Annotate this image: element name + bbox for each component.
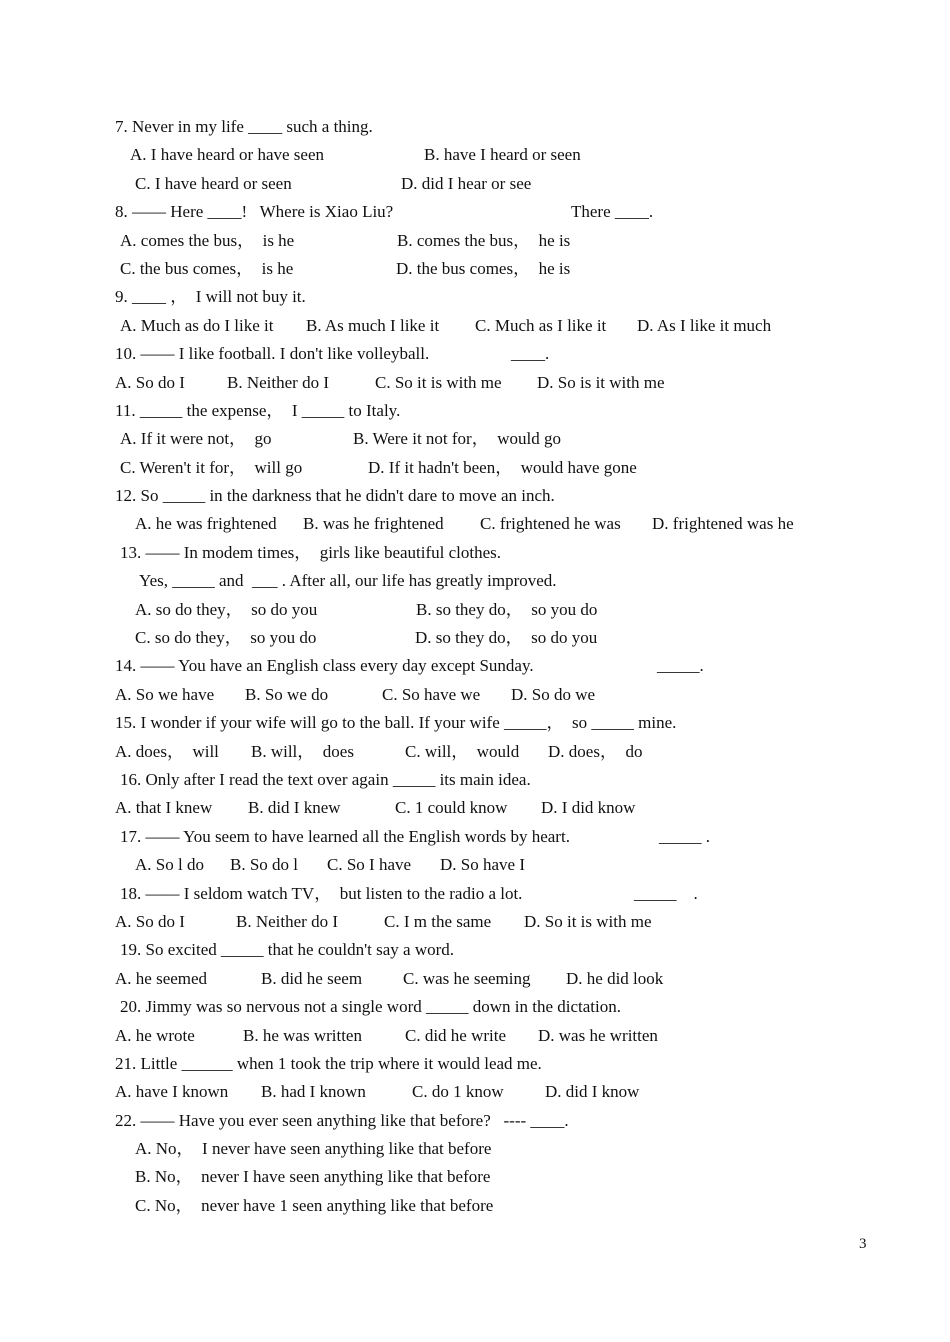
option-text: B. Neither do I <box>236 911 338 931</box>
option-text: _____. <box>657 656 704 676</box>
text-line <box>0 1022 950 1050</box>
option-text: _____ . <box>634 883 698 903</box>
line-text: 22. —— Have you ever seen anything like that before? ---- ____. <box>115 1110 569 1130</box>
option-text: C. Much as I like it <box>475 315 607 335</box>
option-text: B. As much I like it <box>306 315 440 335</box>
text-line <box>0 141 950 169</box>
line-text: 15. I wonder if your wife will go to the ball. If your wife _____， so _____ mine. <box>115 713 677 733</box>
text-line <box>0 1192 950 1220</box>
text-line <box>0 198 950 226</box>
line-text: A. he wrote <box>115 1025 195 1045</box>
line-text: A. So do I <box>115 911 185 931</box>
option-text: C. did he write <box>405 1025 507 1045</box>
text-line <box>0 312 950 340</box>
text-line <box>0 283 950 311</box>
text-line <box>0 340 950 368</box>
line-text: A. have I known <box>115 1082 229 1102</box>
option-text: D. does， do <box>548 741 643 761</box>
line-text: A. so do they， so do you <box>135 599 318 619</box>
line-text: A. comes the bus， is he <box>120 230 295 250</box>
text-line <box>0 425 950 453</box>
line-text: 8. —— Here ____! Where is Xiao Liu? <box>115 202 394 222</box>
line-text: A. he seemed <box>115 968 208 988</box>
line-text: 21. Little ______ when 1 took the trip where it would lead me. <box>115 1053 542 1073</box>
text-line <box>0 965 950 993</box>
line-text: C. Weren't it for， will go <box>120 457 303 477</box>
text-line <box>0 1135 950 1163</box>
line-text: C. the bus comes， is he <box>120 258 294 278</box>
text-line <box>0 170 950 198</box>
option-text: D. was he written <box>538 1025 658 1045</box>
question-list <box>0 113 950 1220</box>
option-text: D. he did look <box>566 968 664 988</box>
line-text: 13. —— In modem times， girls like beautiful clothes. <box>120 542 502 562</box>
text-line <box>0 1163 950 1191</box>
line-text: A. So we have <box>115 684 215 704</box>
line-text: 11. _____ the expense， I _____ to Italy. <box>115 400 401 420</box>
text-line <box>0 880 950 908</box>
line-text: 18. —— I seldom watch TV， but listen to the radio a lot. <box>120 883 523 903</box>
option-text: B. he was written <box>243 1025 362 1045</box>
option-text: C. So I have <box>327 855 412 875</box>
line-text: 16. Only after I read the text over again _____ its main idea. <box>120 769 531 789</box>
text-line <box>0 397 950 425</box>
option-text: B. have I heard or seen <box>424 145 581 165</box>
option-text: _____ . <box>659 826 710 846</box>
text-line <box>0 227 950 255</box>
text-line <box>0 113 950 141</box>
text-line <box>0 652 950 680</box>
option-text: D. If it hadn't been， would have gone <box>368 457 637 477</box>
text-line <box>0 709 950 737</box>
option-text: B. comes the bus， he is <box>397 230 571 250</box>
line-text: A. So l do <box>135 855 204 875</box>
text-line <box>0 624 950 652</box>
line-text: C. No， never have 1 seen anything like that before <box>135 1195 494 1215</box>
option-text: B. so they do， so you do <box>416 599 598 619</box>
option-text: ____. <box>511 344 550 364</box>
line-text: 9. ____ ， I will not buy it. <box>115 287 306 307</box>
line-text: A. Much as do I like it <box>120 315 274 335</box>
option-text: D. frightened was he <box>652 514 794 534</box>
option-text: B. had I known <box>261 1082 366 1102</box>
text-line <box>0 738 950 766</box>
option-text: C. I m the same <box>384 911 492 931</box>
option-text: D. the bus comes， he is <box>396 258 571 278</box>
line-text: A. So do I <box>115 372 185 392</box>
option-text: B. Were it not for， would go <box>353 429 561 449</box>
line-text: A. I have heard or have seen <box>130 145 324 165</box>
option-text: B. did he seem <box>261 968 363 988</box>
line-text: 19. So excited _____ that he couldn't say a word. <box>120 940 455 960</box>
text-line <box>0 993 950 1021</box>
option-text: C. frightened he was <box>480 514 621 534</box>
text-line <box>0 823 950 851</box>
text-line <box>0 851 950 879</box>
option-text: C. do 1 know <box>412 1082 504 1102</box>
option-text: C. will， would <box>405 741 520 761</box>
option-text: B. was he frightened <box>303 514 444 534</box>
page-number: 3 <box>859 1236 867 1252</box>
line-text: 20. Jimmy was so nervous not a single word _____ down in the dictation. <box>120 997 621 1017</box>
text-line <box>0 908 950 936</box>
option-text: B. So do l <box>230 855 299 875</box>
option-text: D. did I hear or see <box>401 173 532 193</box>
text-line <box>0 766 950 794</box>
line-text: A. that I knew <box>115 798 213 818</box>
option-text: D. did I know <box>545 1082 640 1102</box>
line-text: 10. —— I like football. I don't like volleyball. <box>115 344 430 364</box>
option-text: There ____. <box>571 202 654 222</box>
text-line <box>0 1050 950 1078</box>
line-text: B. No， never I have seen anything like that before <box>135 1167 491 1187</box>
text-line <box>0 510 950 538</box>
line-text: A. No， I never have seen anything like that before <box>135 1139 492 1159</box>
option-text: B. will， does <box>251 741 354 761</box>
option-text: C. was he seeming <box>403 968 531 988</box>
line-text: 17. —— You seem to have learned all the English words by heart. <box>120 826 570 846</box>
text-line <box>0 596 950 624</box>
text-line <box>0 794 950 822</box>
option-text: C. So have we <box>382 684 481 704</box>
option-text: D. I did know <box>541 798 636 818</box>
text-line <box>0 1078 950 1106</box>
line-text: Yes, _____ and ___ . After all, our life has greatly improved. <box>139 571 557 591</box>
text-line <box>0 1107 950 1135</box>
option-text: C. 1 could know <box>395 798 508 818</box>
option-text: B. So we do <box>245 684 329 704</box>
text-line <box>0 369 950 397</box>
text-line <box>0 936 950 964</box>
line-text: A. does， will <box>115 741 219 761</box>
line-text: C. so do they， so you do <box>135 628 317 648</box>
text-line <box>0 255 950 283</box>
text-line <box>0 482 950 510</box>
line-text: A. If it were not， go <box>120 429 272 449</box>
line-text: C. I have heard or seen <box>135 173 292 193</box>
text-line <box>0 539 950 567</box>
option-text: D. so they do， so do you <box>415 628 598 648</box>
text-line <box>0 454 950 482</box>
option-text: C. So it is with me <box>375 372 502 392</box>
option-text: D. As I like it much <box>637 315 772 335</box>
option-text: D. So do we <box>511 684 596 704</box>
line-text: 14. —— You have an English class every day except Sunday. <box>115 656 534 676</box>
option-text: D. So it is with me <box>524 911 652 931</box>
option-text: B. Neither do I <box>227 372 329 392</box>
text-line <box>0 567 950 595</box>
line-text: A. he was frightened <box>135 514 277 534</box>
option-text: D. So is it with me <box>537 372 665 392</box>
option-text: B. did I knew <box>248 798 341 818</box>
line-text: 7. Never in my life ____ such a thing. <box>115 117 373 136</box>
text-line <box>0 681 950 709</box>
option-text: D. So have I <box>440 855 525 875</box>
line-text: 12. So _____ in the darkness that he didn't dare to move an inch. <box>115 486 555 506</box>
